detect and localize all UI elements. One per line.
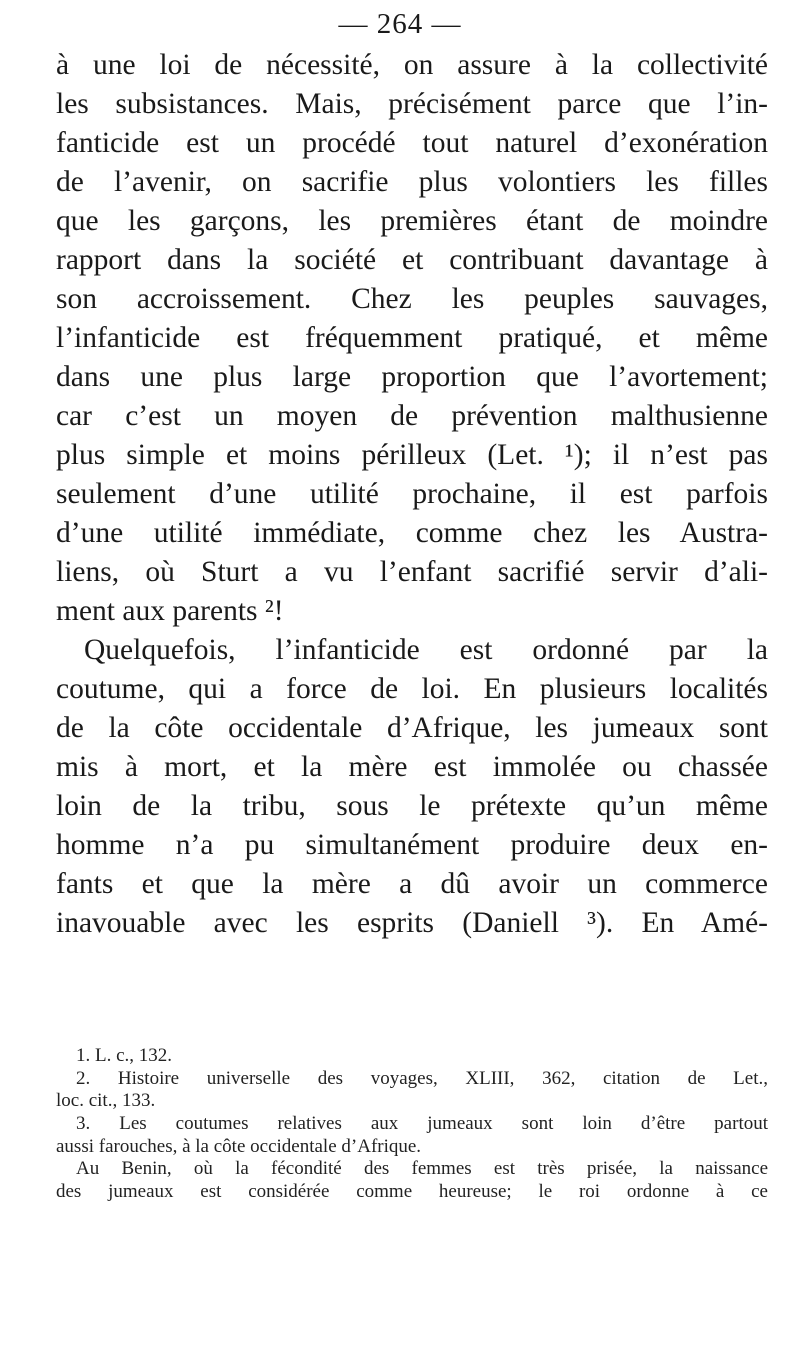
body-line: de l’avenir, on sacrifie plus volontiers les filles bbox=[56, 166, 768, 198]
footnote-line: loc. cit., 133. bbox=[56, 1090, 156, 1112]
footnotes bbox=[56, 1045, 768, 1204]
body-line: inavouable avec les esprits (Daniell ³). En Amé- bbox=[56, 907, 768, 939]
body-line: car c’est un moyen de prévention malthusienne bbox=[56, 400, 768, 432]
body-line: de la côte occidentale d’Afrique, les jumeaux sont bbox=[56, 712, 768, 744]
body-line: d’une utilité immédiate, comme chez les Austra- bbox=[56, 517, 768, 549]
body-line: à une loi de nécessité, on assure à la collectivité bbox=[56, 49, 768, 81]
body-line: l’infanticide est fréquemment pratiqué, et même bbox=[56, 322, 768, 354]
body-line: ment aux parents ²! bbox=[56, 595, 284, 627]
body-line: coutume, qui a force de loi. En plusieurs localités bbox=[56, 673, 768, 705]
body-line: seulement d’une utilité prochaine, il est parfois bbox=[56, 478, 768, 510]
body-line: loin de la tribu, sous le prétexte qu’un même bbox=[56, 790, 768, 822]
body-line: les subsistances. Mais, précisément parce que l’in- bbox=[56, 88, 768, 120]
footnote-line: 2. Histoire universelle des voyages, XLIII, 362, citation de Let., bbox=[76, 1067, 768, 1089]
body-line: que les garçons, les premières étant de moindre bbox=[56, 205, 768, 237]
body-line: rapport dans la société et contribuant davantage à bbox=[56, 244, 768, 276]
footnote-line: 3. Les coutumes relatives aux jumeaux sont loin d’être partout bbox=[76, 1113, 768, 1135]
footnote-line: aussi farouches, à la côte occidentale d’Afrique. bbox=[56, 1135, 422, 1157]
body-line: dans une plus large proportion que l’avortement; bbox=[56, 361, 768, 393]
footnote-line: Au Benin, où la fécondité des femmes est très prisée, la naissance bbox=[76, 1158, 768, 1180]
body-line: son accroissement. Chez les peuples sauvages, bbox=[56, 283, 768, 315]
body-line: liens, où Sturt a vu l’enfant sacrifié servir d’ali- bbox=[56, 556, 768, 588]
footnote-line: 1. L. c., 132. bbox=[76, 1045, 173, 1066]
footnote-line: des jumeaux est considérée comme heureuse; le roi ordonne à ce bbox=[56, 1181, 768, 1203]
body-line: homme n’a pu simultanément produire deux en- bbox=[56, 829, 768, 861]
body-line: fanticide est un procédé tout naturel d’exonération bbox=[56, 127, 768, 159]
body-line: Quelquefois, l’infanticide est ordonné par la bbox=[84, 634, 768, 666]
page-number: — 264 — bbox=[338, 8, 462, 40]
body-line: mis à mort, et la mère est immolée ou chassée bbox=[56, 751, 768, 783]
body-line: fants et que la mère a dû avoir un commerce bbox=[56, 868, 768, 900]
body-line: plus simple et moins périlleux (Let. ¹); il n’est pas bbox=[56, 439, 768, 471]
body-text bbox=[56, 46, 768, 943]
